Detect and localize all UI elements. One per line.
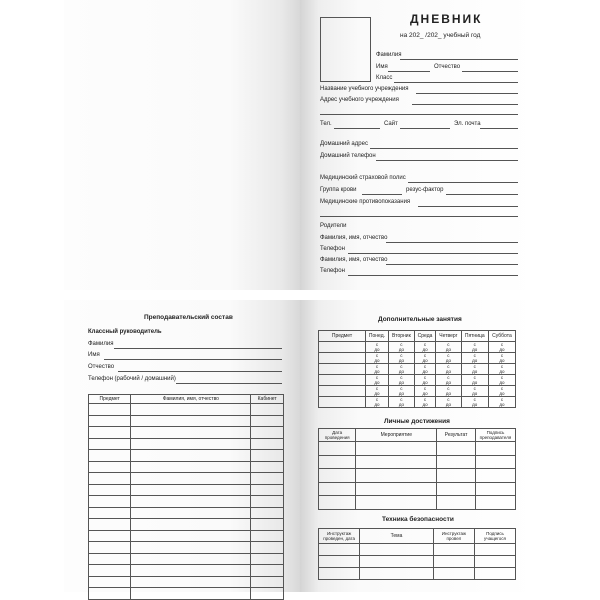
label-parent2-phone: Телефон: [320, 268, 345, 274]
line-class: [394, 82, 518, 83]
col-extra-subject: Предмет: [319, 331, 366, 342]
label-teacher-name: Имя: [88, 352, 100, 358]
line-contraindications: [418, 206, 518, 207]
line-school-name: [416, 93, 518, 94]
activities-page: [300, 300, 536, 592]
label-teacher-patronymic: Отчество: [88, 364, 115, 370]
col-event: Мероприятие: [356, 429, 437, 442]
col-achievement-date: Дата проведения: [319, 429, 356, 442]
table-row: [319, 455, 516, 469]
table-row: [89, 427, 284, 439]
label-class-teacher: Классный руководитель: [88, 329, 162, 335]
label-phone: Тел.: [320, 121, 332, 127]
label-email: Эл. почта: [454, 121, 481, 127]
table-row: [89, 484, 284, 496]
line-school-address: [412, 104, 518, 105]
col-instruction-date: Инструктаж проведен, дата: [319, 529, 360, 544]
table-row: [89, 461, 284, 473]
table-row: [89, 530, 284, 542]
table-row: [89, 473, 284, 485]
table-row: [89, 588, 284, 600]
line-parent2-name: [386, 264, 518, 265]
table-row: [89, 438, 284, 450]
line-surname: [400, 59, 518, 60]
col-teacher-signature: Подпись преподавателя: [475, 429, 515, 442]
table-row: [89, 404, 284, 416]
label-parent1-name: Фамилия, имя, отчество: [320, 235, 388, 241]
line-teacher-phone: [176, 383, 282, 384]
line-contraindications-2: [320, 216, 518, 217]
line-teacher-patronymic: [118, 371, 282, 372]
table-row: с до с до с до с до с до с до: [319, 386, 516, 397]
table-row: [89, 576, 284, 588]
col-instructor: Инструктаж провел: [433, 529, 474, 544]
extra-table: [318, 330, 516, 408]
line-phone: [334, 128, 380, 129]
label-parents: Родители: [320, 223, 347, 229]
line-patronymic: [462, 71, 518, 72]
line-home-phone: [376, 160, 518, 161]
label-teacher-phone: Телефон (рабочий / домашний): [88, 376, 176, 382]
col-teacher-name: Фамилия, имя, отчество: [131, 395, 251, 404]
label-school-address: Адрес учебного учреждения: [320, 97, 399, 103]
table-row: с до с до с до с до с до с до: [319, 364, 516, 375]
table-row: [319, 482, 516, 496]
col-monday: Понед.: [366, 331, 389, 342]
label-parent2-name: Фамилия, имя, отчество: [320, 257, 388, 263]
table-row: с до с до с до с до с до с до: [319, 375, 516, 386]
line-teacher-name: [104, 359, 282, 360]
col-thursday: Четверг: [436, 331, 461, 342]
table-row: с до с до с до с до с до с до: [319, 397, 516, 408]
label-school-name: Название учебного учреждения: [320, 86, 409, 92]
achievements-table: [318, 428, 516, 510]
col-student-signature: Подпись учащегося: [474, 529, 515, 544]
achievements-title: Личные достижения: [384, 418, 450, 425]
col-topic: Тема: [360, 529, 434, 544]
line-teacher-surname: [114, 348, 282, 349]
teachers-title: Преподавательский состав: [144, 314, 233, 321]
label-rh-factor: резус-фактор: [406, 187, 444, 193]
table-row: [319, 568, 516, 580]
cover-right-page: [300, 0, 536, 290]
table-row: [89, 519, 284, 531]
table-row: [319, 496, 516, 510]
line-parent2-phone: [348, 275, 518, 276]
cover-left-page: [64, 0, 300, 290]
col-friday: Пятница: [461, 331, 488, 342]
col-room: Кабинет: [251, 395, 284, 404]
table-row: [89, 496, 284, 508]
label-insurance: Медицинский страховой полис: [320, 175, 406, 181]
table-row: с до с до с до с до с до с до: [319, 342, 516, 353]
line-site: [400, 128, 450, 129]
col-tuesday: Вторник: [388, 331, 414, 342]
table-row: [89, 553, 284, 565]
col-subject: Предмет: [89, 395, 131, 404]
label-home-address: Домашний адрес: [320, 141, 368, 147]
label-class: Класс: [376, 75, 393, 81]
table-row: [89, 507, 284, 519]
line-email: [480, 128, 518, 129]
table-row: [89, 415, 284, 427]
label-parent1-phone: Телефон: [320, 246, 345, 252]
table-row: [319, 442, 516, 456]
diary-title: ДНЕВНИК: [410, 12, 483, 26]
teachers-table: [88, 394, 284, 600]
line-school-address-2: [320, 114, 518, 115]
extra-title: Дополнительные занятия: [378, 316, 462, 323]
photo-box: [320, 17, 371, 82]
table-row: с до с до с до с до с до с до: [319, 353, 516, 364]
label-name: Имя: [376, 64, 388, 70]
line-rh-factor: [446, 194, 518, 195]
label-home-phone: Домашний телефон: [320, 153, 376, 159]
school-year: на 202_ /202_ учебный год: [400, 32, 481, 39]
line-blood-group: [362, 194, 402, 195]
label-contraindications: Медицинские противопоказания: [320, 199, 411, 205]
line-parent1-phone: [348, 253, 518, 254]
col-result: Результат: [437, 429, 476, 442]
label-blood-group: Группа крови: [320, 187, 357, 193]
teachers-page: [64, 300, 300, 592]
table-row: [319, 469, 516, 483]
safety-table: [318, 528, 516, 580]
line-name: [388, 71, 430, 72]
label-surname: Фамилия: [376, 52, 402, 58]
table-row: [319, 544, 516, 556]
line-insurance: [408, 182, 518, 183]
table-row: [89, 450, 284, 462]
label-site: Сайт: [384, 121, 398, 127]
table-row: [89, 542, 284, 554]
label-patronymic: Отчество: [434, 64, 461, 70]
line-parent1-name: [386, 242, 518, 243]
table-row: [89, 565, 284, 577]
col-saturday: Суббота: [488, 331, 515, 342]
line-home-address: [370, 148, 518, 149]
table-row: [319, 556, 516, 568]
label-teacher-surname: Фамилия: [88, 341, 114, 347]
safety-title: Техника безопасности: [382, 516, 454, 523]
col-wednesday: Среда: [414, 331, 435, 342]
